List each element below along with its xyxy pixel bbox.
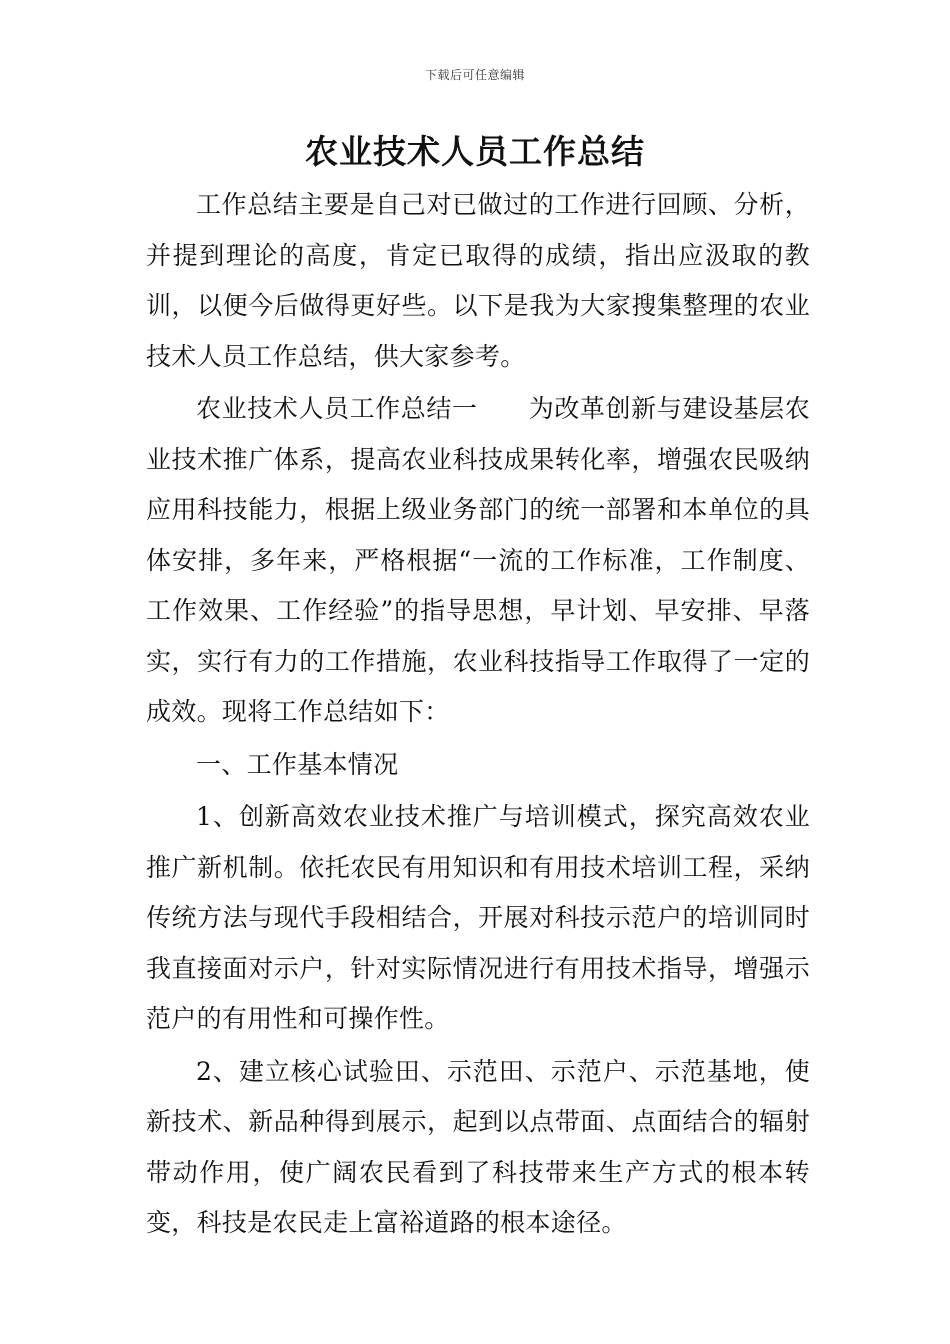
document-title: 农业技术人员工作总结 (305, 132, 645, 171)
paragraph-item-1: 1、创新高效农业技术推广与培训模式，探究高效农业推广新机制。依托农民有用知识和有用技术培训工程，采纳传统方法与现代手段相结合，开展对科技示范户的培训同时我直接面对示户，针对实际情况进行有用技术指导，增强示范户的有用性和可操作性。 (146, 802, 810, 1033)
paragraph-summary-one: 农业技术人员工作总结一 为改革创新与建设基层农业技术推广体系，提高农业科技成果转化率，增强农民吸纳应用科技能力，根据上级业务部门的统一部署和本单位的具体安排，多年来，严格根据“一流的工作标准，工作制度、工作效果、工作经验”的指导思想，早计划、早安排、早落实，实行有力的工作措施，农业科技指导工作取得了一定的成效。现将工作总结如下： (146, 394, 810, 726)
header-note: 下载后可任意编辑 (424, 68, 525, 82)
section-heading-basic-situation: 一、工作基本情况 (196, 749, 399, 779)
document-body (146, 180, 810, 1249)
paragraph-item-2: 2、建立核心试验田、示范田、示范户、示范基地，使新技术、新品种得到展示，起到以点带面、点面结合的辐射带动作用，使广阔农民看到了科技带来生产方式的根本转变，科技是农民走上富裕道路的根本途径。 (146, 1056, 810, 1237)
paragraph-intro: 工作总结主要是自己对已做过的工作进行回顾、分析，并提到理论的高度，肯定已取得的成绩，指出应汲取的教训，以便今后做得更好些。以下是我为大家搜集整理的农业技术人员工作总结，供大家参考。 (146, 190, 810, 371)
